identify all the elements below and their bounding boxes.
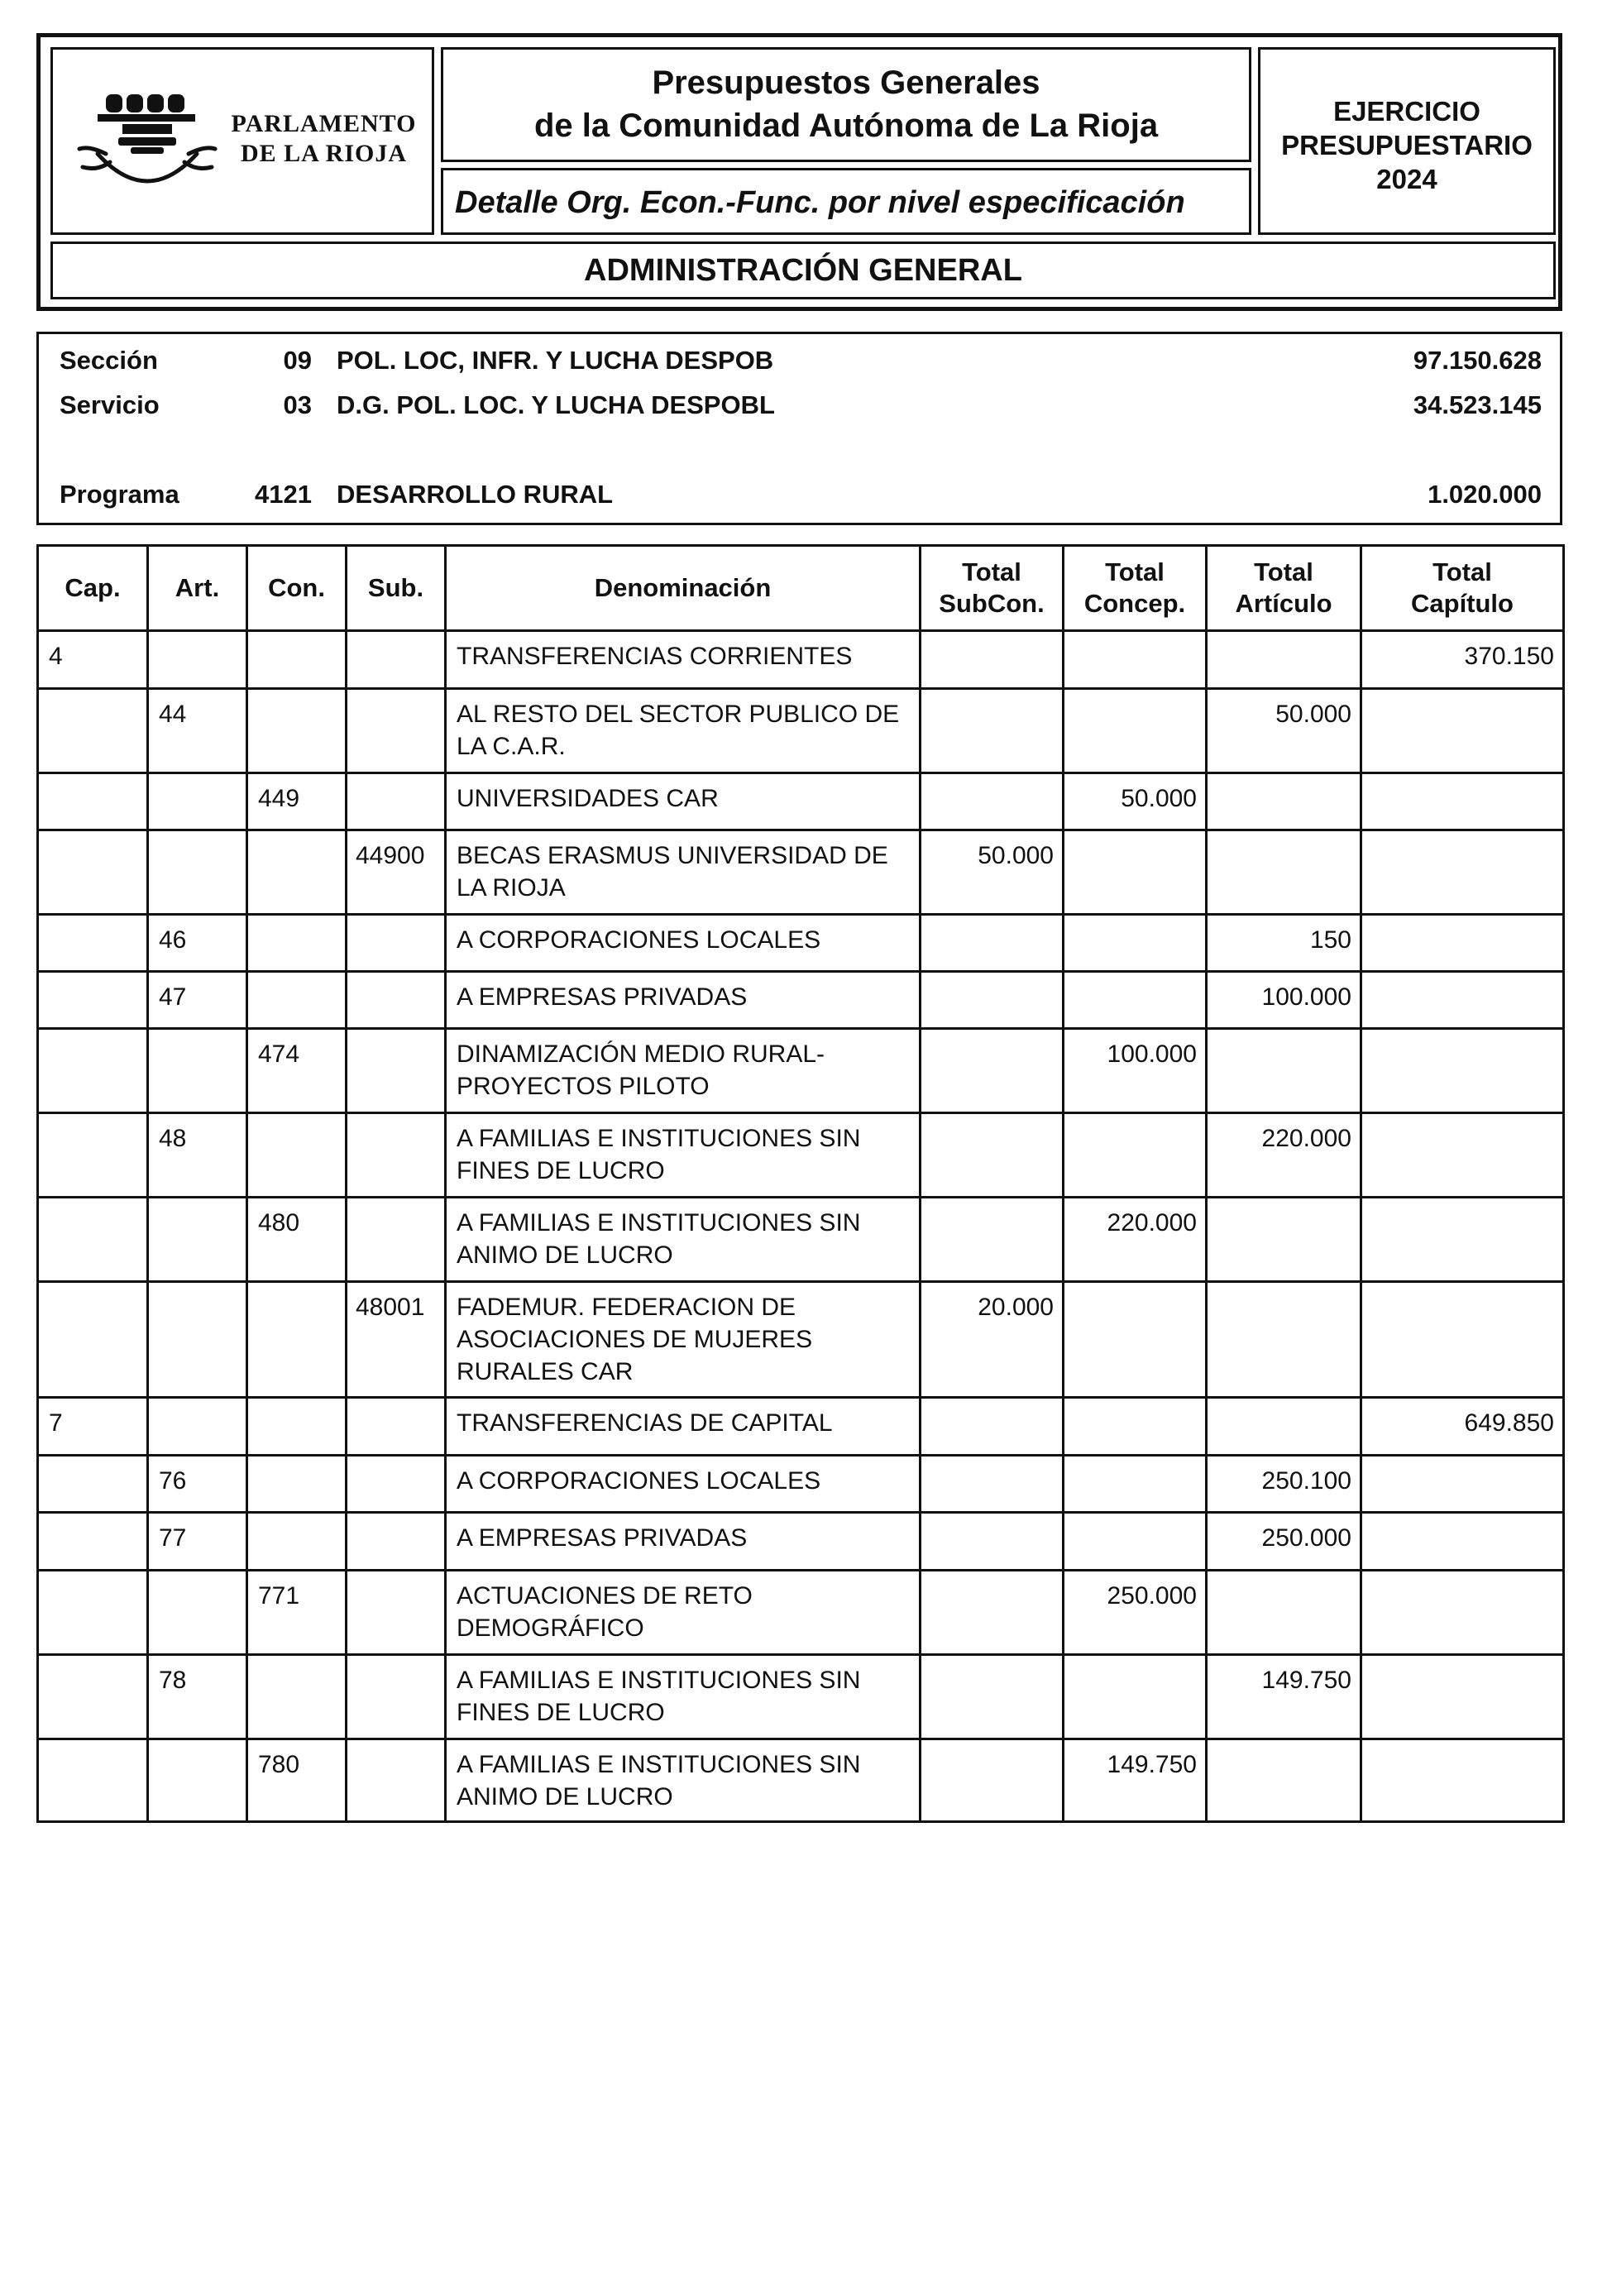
cell-total-subcon [921,1198,1064,1282]
cell-total-capitulo [1361,689,1564,773]
table-row [38,1739,1564,1822]
table-header-row [38,546,1564,631]
col-header-total-articulo [1207,546,1361,631]
col-header-art: Art. [148,546,247,631]
cell-total-concep [1064,1113,1207,1198]
cell-con [247,1655,347,1739]
cell-total-capitulo [1361,1029,1564,1113]
cell-total-subcon [921,1456,1064,1513]
header-line: Concep. [1083,589,1186,618]
cell-total-concep [1064,689,1207,773]
cell-con [247,1113,347,1198]
table-row [38,1282,1564,1398]
cell-sub [347,1113,446,1198]
table-row [38,631,1564,689]
cell-con [247,972,347,1029]
document-header [36,33,1562,311]
cell-sub [347,1655,446,1739]
cell-con [247,1282,347,1398]
cell-con [247,915,347,972]
cell-cap: 4 [38,631,148,689]
cell-denominacion: A FAMILIAS E INSTITUCIONES SIN ANIMO DE LUCRO [446,1198,921,1282]
col-header-total-subcon [921,546,1064,631]
cell-total-concep: 250.000 [1064,1571,1207,1655]
cell-sub [347,1029,446,1113]
table-row [38,1456,1564,1513]
cell-cap [38,1571,148,1655]
cell-total-concep: 100.000 [1064,1029,1207,1113]
cell-cap [38,915,148,972]
cell-denominacion: TRANSFERENCIAS DE CAPITAL [446,1398,921,1456]
cell-total-subcon [921,1513,1064,1571]
cell-sub [347,1198,446,1282]
seccion-row [39,346,1560,379]
admin-title: ADMINISTRACIÓN GENERAL [584,253,1022,288]
seccion-amount: 97.150.628 [1413,346,1542,375]
cell-total-subcon: 50.000 [921,830,1064,915]
cell-total-subcon [921,1655,1064,1739]
cell-total-concep: 50.000 [1064,773,1207,830]
cell-art [148,1398,247,1456]
cell-total-capitulo: 649.850 [1361,1398,1564,1456]
cell-con [247,1398,347,1456]
servicio-name: D.G. POL. LOC. Y LUCHA DESPOBL [337,390,775,419]
programa-row [39,480,1560,513]
cell-total-articulo: 50.000 [1207,689,1361,773]
cell-total-articulo: 149.750 [1207,1655,1361,1739]
title-line2: de la Comunidad Autónoma de La Rioja [533,108,1159,144]
cell-cap [38,1655,148,1739]
cell-denominacion: A FAMILIAS E INSTITUCIONES SIN ANIMO DE LUCRO [446,1739,921,1822]
cell-cap [38,972,148,1029]
cell-total-concep [1064,972,1207,1029]
cell-cap: 7 [38,1398,148,1456]
cell-total-capitulo [1361,1282,1564,1398]
cell-art [148,1282,247,1398]
header-line: SubCon. [939,589,1045,618]
admin-box [50,242,1556,299]
cell-art [148,1739,247,1822]
cell-total-capitulo [1361,830,1564,915]
col-header-denominacion: Denominación [446,546,921,631]
cell-cap [38,1282,148,1398]
table-row [38,830,1564,915]
cell-total-subcon [921,915,1064,972]
cell-art [148,1198,247,1282]
cell-con: 771 [247,1571,347,1655]
cell-art: 48 [148,1113,247,1198]
cell-denominacion: A CORPORACIONES LOCALES [446,915,921,972]
cell-total-concep [1064,1513,1207,1571]
col-header-total-capitulo [1361,546,1564,631]
cell-art [148,773,247,830]
cell-total-capitulo [1361,1456,1564,1513]
cell-total-capitulo [1361,915,1564,972]
cell-con [247,1456,347,1513]
cell-con [247,830,347,915]
cell-denominacion: UNIVERSIDADES CAR [446,773,921,830]
header-line: Total [1254,557,1313,586]
cell-total-concep: 149.750 [1064,1739,1207,1822]
cell-total-concep [1064,1655,1207,1739]
ejercicio-box [1258,47,1556,235]
cell-sub [347,773,446,830]
parliament-logo-icon [65,84,230,200]
table-row [38,972,1564,1029]
cell-total-capitulo [1361,1739,1564,1822]
cell-total-subcon [921,631,1064,689]
cell-con [247,1513,347,1571]
title-line1: Presupuestos Generales [652,65,1040,101]
cell-total-subcon [921,773,1064,830]
col-header-total-concep [1064,546,1207,631]
cell-total-articulo [1207,1739,1361,1822]
header-line: Capítulo [1411,589,1514,618]
cell-sub [347,1739,446,1822]
ejercicio-line1: EJERCICIO [1333,96,1480,127]
header-line: Total [1105,557,1165,586]
cell-total-concep [1064,915,1207,972]
cell-denominacion: A CORPORACIONES LOCALES [446,1456,921,1513]
cell-sub [347,1513,446,1571]
cell-sub [347,631,446,689]
cell-total-subcon [921,972,1064,1029]
cell-sub [347,915,446,972]
cell-art [148,830,247,915]
cell-total-subcon [921,1029,1064,1113]
cell-sub [347,689,446,773]
programa-name: DESARROLLO RURAL [337,480,614,509]
cell-art: 47 [148,972,247,1029]
cell-total-articulo [1207,773,1361,830]
seccion-label: Sección [60,346,158,375]
cell-con [247,631,347,689]
cell-sub [347,1456,446,1513]
table-row [38,1398,1564,1456]
cell-art: 46 [148,915,247,972]
subtitle-box [441,168,1251,235]
cell-cap [38,1113,148,1198]
cell-sub: 48001 [347,1282,446,1398]
cell-total-concep [1064,1398,1207,1456]
cell-cap [38,773,148,830]
parliament-name [222,109,425,169]
cell-art: 78 [148,1655,247,1739]
cell-total-articulo [1207,830,1361,915]
cell-denominacion: TRANSFERENCIAS CORRIENTES [446,631,921,689]
cell-total-subcon [921,1571,1064,1655]
table-row [38,915,1564,972]
cell-total-capitulo [1361,1655,1564,1739]
cell-con: 480 [247,1198,347,1282]
cell-total-articulo: 100.000 [1207,972,1361,1029]
cell-total-capitulo [1361,1198,1564,1282]
cell-total-capitulo [1361,773,1564,830]
table-row [38,1655,1564,1739]
parliament-name-line1: PARLAMENTO [231,110,417,137]
ejercicio-year: 2024 [1376,164,1437,194]
cell-total-concep: 220.000 [1064,1198,1207,1282]
col-header-con: Con. [247,546,347,631]
cell-denominacion: A EMPRESAS PRIVADAS [446,1513,921,1571]
cell-cap [38,1456,148,1513]
cell-total-concep [1064,830,1207,915]
programa-code: 4121 [255,480,312,509]
servicio-row [39,390,1560,423]
cell-total-articulo [1207,1282,1361,1398]
cell-con: 449 [247,773,347,830]
cell-denominacion: ACTUACIONES DE RETO DEMOGRÁFICO [446,1571,921,1655]
cell-cap [38,830,148,915]
cell-total-articulo [1207,1398,1361,1456]
cell-total-articulo [1207,1571,1361,1655]
cell-sub [347,972,446,1029]
subtitle: Detalle Org. Econ.-Func. por nivel especificación [455,185,1185,220]
cell-denominacion: A FAMILIAS E INSTITUCIONES SIN FINES DE LUCRO [446,1113,921,1198]
cell-total-subcon [921,1113,1064,1198]
cell-art [148,1029,247,1113]
budget-info [36,332,1562,525]
cell-total-capitulo [1361,972,1564,1029]
cell-cap [38,1198,148,1282]
cell-total-capitulo: 370.150 [1361,631,1564,689]
cell-total-concep [1064,631,1207,689]
cell-con: 474 [247,1029,347,1113]
cell-art: 44 [148,689,247,773]
header-line: Total [962,557,1021,586]
table-row [38,1113,1564,1198]
cell-total-articulo: 250.000 [1207,1513,1361,1571]
servicio-label: Servicio [60,390,160,419]
header-line: Artículo [1235,589,1332,618]
seccion-name: POL. LOC, INFR. Y LUCHA DESPOB [337,346,774,375]
cell-total-capitulo [1361,1571,1564,1655]
cell-total-subcon [921,1398,1064,1456]
servicio-code: 03 [283,390,312,419]
table-row [38,1571,1564,1655]
cell-total-subcon: 20.000 [921,1282,1064,1398]
table-row [38,1198,1564,1282]
col-header-sub: Sub. [347,546,446,631]
cell-total-capitulo [1361,1113,1564,1198]
parliament-name-line2: DE LA RIOJA [240,140,408,167]
cell-cap [38,1513,148,1571]
seccion-code: 09 [283,346,312,375]
title-box [441,47,1251,162]
servicio-amount: 34.523.145 [1413,390,1542,419]
cell-sub: 44900 [347,830,446,915]
cell-art: 76 [148,1456,247,1513]
cell-total-articulo [1207,1198,1361,1282]
cell-total-articulo: 150 [1207,915,1361,972]
cell-total-capitulo [1361,1513,1564,1571]
cell-cap [38,1029,148,1113]
cell-con: 780 [247,1739,347,1822]
cell-denominacion: DINAMIZACIÓN MEDIO RURAL-PROYECTOS PILOTO [446,1029,921,1113]
ejercicio-line2: PRESUPUESTARIO [1281,130,1533,160]
header-line: Total [1432,557,1492,586]
cell-denominacion: FADEMUR. FEDERACION DE ASOCIACIONES DE MUJERES RURALES CAR [446,1282,921,1398]
cell-total-articulo [1207,1029,1361,1113]
budget-table [36,544,1565,1823]
table-row [38,1513,1564,1571]
cell-total-articulo [1207,631,1361,689]
programa-amount: 1.020.000 [1428,480,1542,509]
cell-denominacion: AL RESTO DEL SECTOR PUBLICO DE LA C.A.R. [446,689,921,773]
col-header-cap: Cap. [38,546,148,631]
cell-sub [347,1571,446,1655]
cell-total-concep [1064,1282,1207,1398]
table-row [38,773,1564,830]
table-row [38,1029,1564,1113]
cell-total-subcon [921,1739,1064,1822]
cell-denominacion: A EMPRESAS PRIVADAS [446,972,921,1029]
cell-cap [38,1739,148,1822]
cell-total-subcon [921,689,1064,773]
cell-total-concep [1064,1456,1207,1513]
logo-box [50,47,434,235]
cell-cap [38,689,148,773]
programa-label: Programa [60,480,179,509]
table-row [38,689,1564,773]
cell-total-articulo: 250.100 [1207,1456,1361,1513]
cell-denominacion: A FAMILIAS E INSTITUCIONES SIN FINES DE LUCRO [446,1655,921,1739]
cell-art [148,631,247,689]
cell-sub [347,1398,446,1456]
cell-art: 77 [148,1513,247,1571]
cell-art [148,1571,247,1655]
cell-denominacion: BECAS ERASMUS UNIVERSIDAD DE LA RIOJA [446,830,921,915]
cell-con [247,689,347,773]
cell-total-articulo: 220.000 [1207,1113,1361,1198]
